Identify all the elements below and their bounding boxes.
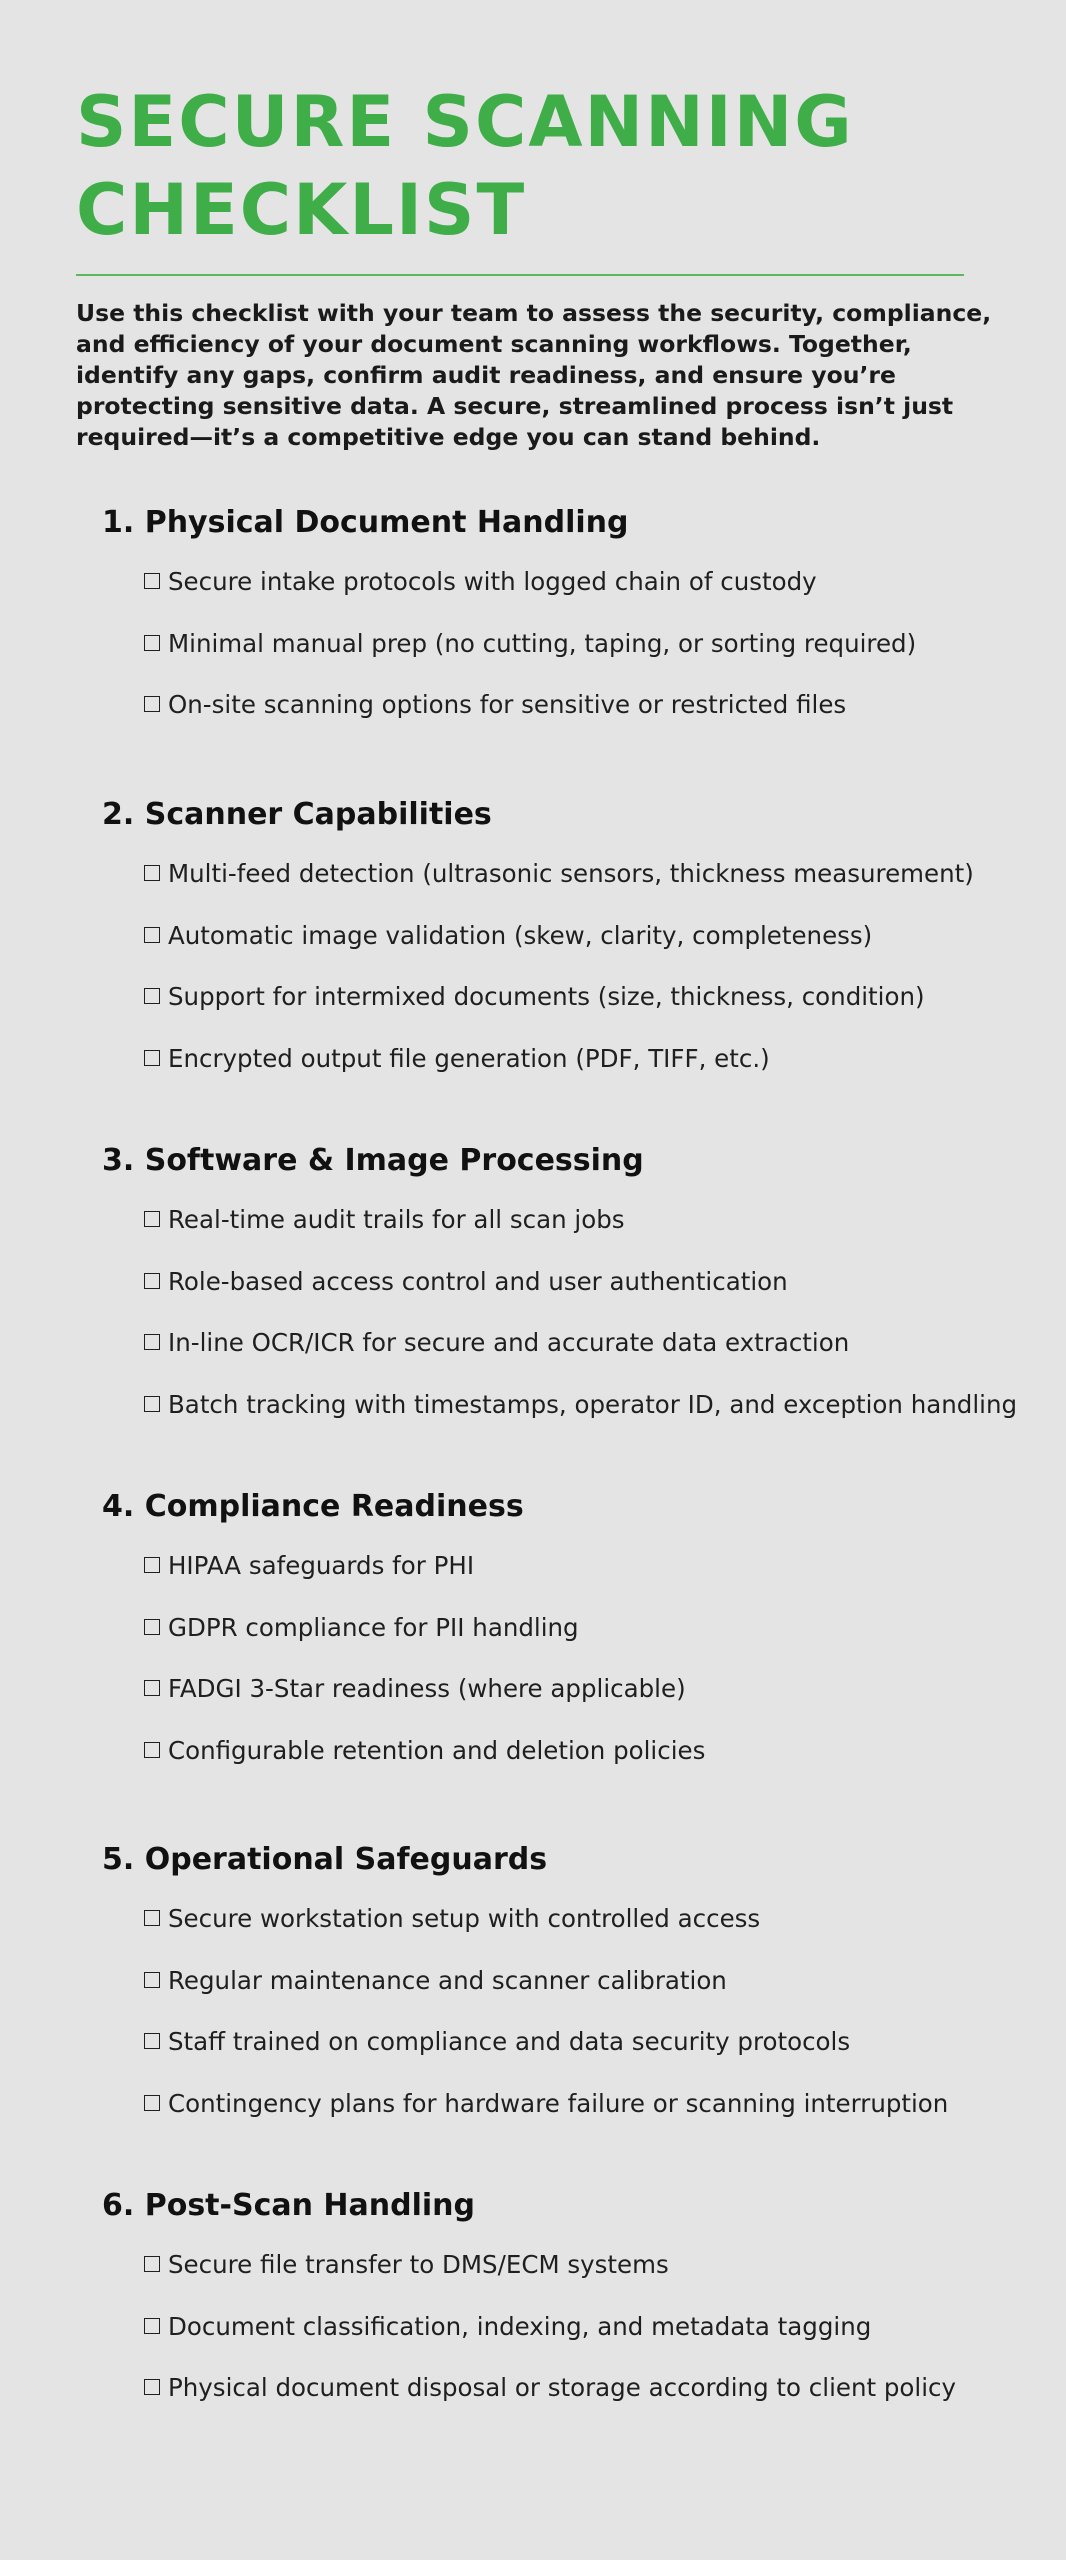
- checkbox-icon[interactable]: [144, 865, 160, 881]
- checklist-item: [102, 2027, 1002, 2089]
- checklist-item-label: Support for intermixed documents (size, thickness, condition): [168, 982, 925, 1011]
- checklist-item: [102, 2373, 1002, 2435]
- checklist-item: [102, 1904, 1002, 1966]
- checklist-item-label: HIPAA safeguards for PHI: [168, 1551, 475, 1580]
- checklist-item: [102, 1389, 1018, 1452]
- section-compliance-readiness: [102, 1489, 1002, 1797]
- checkbox-icon[interactable]: [144, 1396, 160, 1412]
- section-heading: 4. Compliance Readiness: [102, 1489, 524, 1524]
- checkbox-icon[interactable]: [144, 988, 160, 1004]
- checklist: [102, 1904, 1002, 2150]
- checklist-item: [102, 1328, 1002, 1390]
- checklist-item-label: FADGI 3-Star readiness (where applicable): [168, 1674, 686, 1703]
- section-heading: 3. Software & Image Processing: [102, 1143, 644, 1178]
- checkbox-icon[interactable]: [144, 2033, 160, 2049]
- checklist-item-label: Minimal manual prep (no cutting, taping, or sorting required): [168, 628, 917, 658]
- checklist-item-label: In-line OCR/ICR for secure and accurate data extraction: [168, 1328, 850, 1357]
- checkbox-icon[interactable]: [144, 2379, 160, 2395]
- page-title-line-2: CHECKLIST: [76, 169, 527, 251]
- checkbox-icon[interactable]: [144, 1557, 160, 1573]
- checkbox-icon[interactable]: [144, 696, 160, 712]
- section-heading: 6. Post-Scan Handling: [102, 2188, 475, 2223]
- checkbox-icon[interactable]: [144, 2095, 160, 2111]
- checklist-item-label: Secure intake protocols with logged chain of custody: [168, 567, 817, 596]
- checklist-item: [102, 982, 1002, 1044]
- checklist-item-label: Staff trained on compliance and data security protocols: [168, 2027, 851, 2056]
- checkbox-icon[interactable]: [144, 2318, 160, 2334]
- checkbox-icon[interactable]: [144, 1211, 160, 1227]
- checkbox-icon[interactable]: [144, 1910, 160, 1926]
- checkbox-icon[interactable]: [144, 1680, 160, 1696]
- checklist: [102, 1205, 1018, 1451]
- section-heading: 2. Scanner Capabilities: [102, 797, 492, 832]
- section-operational-safeguards: [102, 1842, 1002, 2150]
- checklist-item: [102, 1674, 1002, 1736]
- checkbox-icon[interactable]: [144, 1742, 160, 1758]
- checklist-item-label: Document classification, indexing, and metadata tagging: [168, 2311, 872, 2341]
- checkbox-icon[interactable]: [144, 635, 160, 651]
- checklist-item: [102, 1966, 1002, 2028]
- checklist-item-label: Secure file transfer to DMS/ECM systems: [168, 2250, 669, 2279]
- checklist: [102, 1551, 1002, 1797]
- checklist-item: [102, 567, 1002, 629]
- checkbox-icon[interactable]: [144, 1619, 160, 1635]
- checklist: [102, 2250, 1002, 2435]
- checklist-item-label: Secure workstation setup with controlled access: [168, 1904, 761, 1933]
- checklist-item: [102, 1551, 1002, 1613]
- section-software-image-processing: [102, 1143, 1018, 1451]
- checkbox-icon[interactable]: [144, 2256, 160, 2272]
- checklist-item: [102, 859, 1002, 921]
- checklist-item: [102, 2250, 1002, 2312]
- section-physical-document-handling: [102, 505, 1002, 752]
- checkbox-icon[interactable]: [144, 1050, 160, 1066]
- checklist-item: [102, 1044, 1002, 1106]
- checklist-item: [102, 690, 1002, 752]
- checklist-item: [102, 2089, 1002, 2151]
- title-divider: [76, 274, 964, 276]
- checklist-item-label: Contingency plans for hardware failure or scanning interruption: [168, 2088, 949, 2118]
- checklist-item-label: Configurable retention and deletion policies: [168, 1735, 706, 1765]
- checklist: [102, 859, 1002, 1105]
- checklist-item: [102, 629, 1002, 691]
- checklist-item: [102, 921, 1002, 983]
- checkbox-icon[interactable]: [144, 1334, 160, 1350]
- checklist-item-label: Regular maintenance and scanner calibration: [168, 1965, 727, 1995]
- checklist-item-label: GDPR compliance for PII handling: [168, 1612, 579, 1642]
- section-heading: 1. Physical Document Handling: [102, 505, 629, 540]
- checklist-item: [102, 1267, 1002, 1329]
- checklist-item-label: Encrypted output file generation (PDF, TIFF, etc.): [168, 1043, 770, 1073]
- checklist-item-label: Multi-feed detection (ultrasonic sensors, thickness measurement): [168, 859, 974, 888]
- checklist-item: [102, 1736, 1002, 1798]
- page-title-line-1: SECURE SCANNING: [76, 81, 854, 163]
- section-scanner-capabilities: [102, 797, 1002, 1105]
- page-title: [76, 78, 976, 254]
- section-post-scan-handling: [102, 2188, 1002, 2435]
- checkbox-icon[interactable]: [144, 573, 160, 589]
- checklist-item-label: Automatic image validation (skew, clarity, completeness): [168, 920, 873, 950]
- checkbox-icon[interactable]: [144, 1972, 160, 1988]
- checklist-item: [102, 2312, 1002, 2374]
- checklist-item-label: Role-based access control and user authentication: [168, 1266, 788, 1296]
- checklist-item-label: Physical document disposal or storage according to client policy: [168, 2373, 956, 2402]
- checklist: [102, 567, 1002, 752]
- checklist-item: [102, 1205, 1002, 1267]
- checklist-item-label: On-site scanning options for sensitive or restricted files: [168, 690, 847, 719]
- intro-paragraph: Use this checklist with your team to assess the security, compliance, and efficiency of your document scanning workflows. Together, identify any gaps, confirm audit readiness, and ensure you’re protecting sensitive data. A secure, streamlined process isn’t just required—it’s a competitive edge you can stand behind.: [76, 299, 992, 451]
- checklist-item: [102, 1613, 1002, 1675]
- checkbox-icon[interactable]: [144, 927, 160, 943]
- checkbox-icon[interactable]: [144, 1273, 160, 1289]
- section-heading: 5. Operational Safeguards: [102, 1842, 548, 1877]
- checklist-item-label: Real-time audit trails for all scan jobs: [168, 1205, 625, 1234]
- checklist-item-label: Batch tracking with timestamps, operator ID, and exception handling: [168, 1389, 1018, 1419]
